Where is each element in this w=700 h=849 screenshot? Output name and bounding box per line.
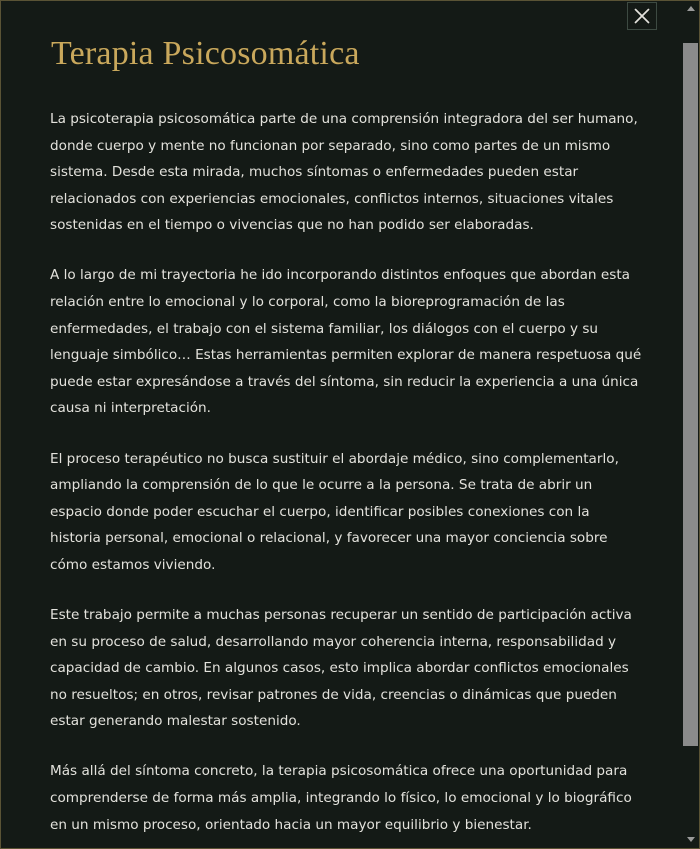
modal-title: Terapia Psicosomática [51,35,360,72]
scroll-up-button[interactable] [682,1,699,17]
vertical-scrollbar[interactable] [682,1,699,848]
close-button[interactable] [627,2,657,30]
triangle-down-icon [687,837,695,842]
scroll-down-button[interactable] [682,832,699,848]
paragraph-intro: La psicoterapia psicosomática parte de una comprensión integradora del ser humano, donde cuerpo y mente no funcionan por separado, sino como partes de un mismo sistema. Desde esta mirada, muchos síntomas o enfermedades pueden estar relacionados con experiencias emocionales, conflictos internos, situaciones vitales sostenidas en el tiempo o vivencias que no han podido ser elaboradas. [50,111,638,234]
paragraph-approaches: A lo largo de mi trayectoria he ido incorporando distintos enfoques que abordan esta relación entre lo emocional y lo corporal, como la bioreprogramación de las enfermedades, el trabajo con el sistema familiar, los diálogos con el cuerpo y su lenguaje simbólico… Estas herramientas permiten explorar de manera respetuosa qué puede estar expresándose a través del síntoma, sin reducir la experiencia a una única causa ni interpretación. [50,267,642,417]
scroll-thumb[interactable] [683,43,698,746]
modal-content [50,31,642,849]
paragraph-process: El proceso terapéutico no busca sustituir el abordaje médico, sino complementarlo, ampliando la comprensión de lo que le ocurre a la persona. Se trata de abrir un espacio donde poder escuchar el cuerpo, identificar posibles conexiones con la historia personal, emocional o relacional, y favorecer una mayor conciencia sobre cómo estamos viviendo. [50,450,619,573]
triangle-up-icon [687,6,695,11]
paragraph-benefits: Este trabajo permite a muchas personas recuperar un sentido de participación activa en su proceso de salud, desarrollando mayor coherencia interna, responsabilidad y capacidad de cambio. En algunos casos, esto implica abordar conflictos emocionales no resueltos; en otros, revisar patrones de vida, creencias o dinámicas que pueden estar generando malestar sostenido. [50,607,632,730]
paragraph-conclusion: Más allá del síntoma concreto, la terapia psicosomática ofrece una oportunidad para comprenderse de forma más amplia, integrando lo físico, lo emocional y lo biográfico en un mismo proceso, orientado hacia un mayor equilibrio y bienestar. [50,763,632,833]
close-icon [628,3,656,29]
